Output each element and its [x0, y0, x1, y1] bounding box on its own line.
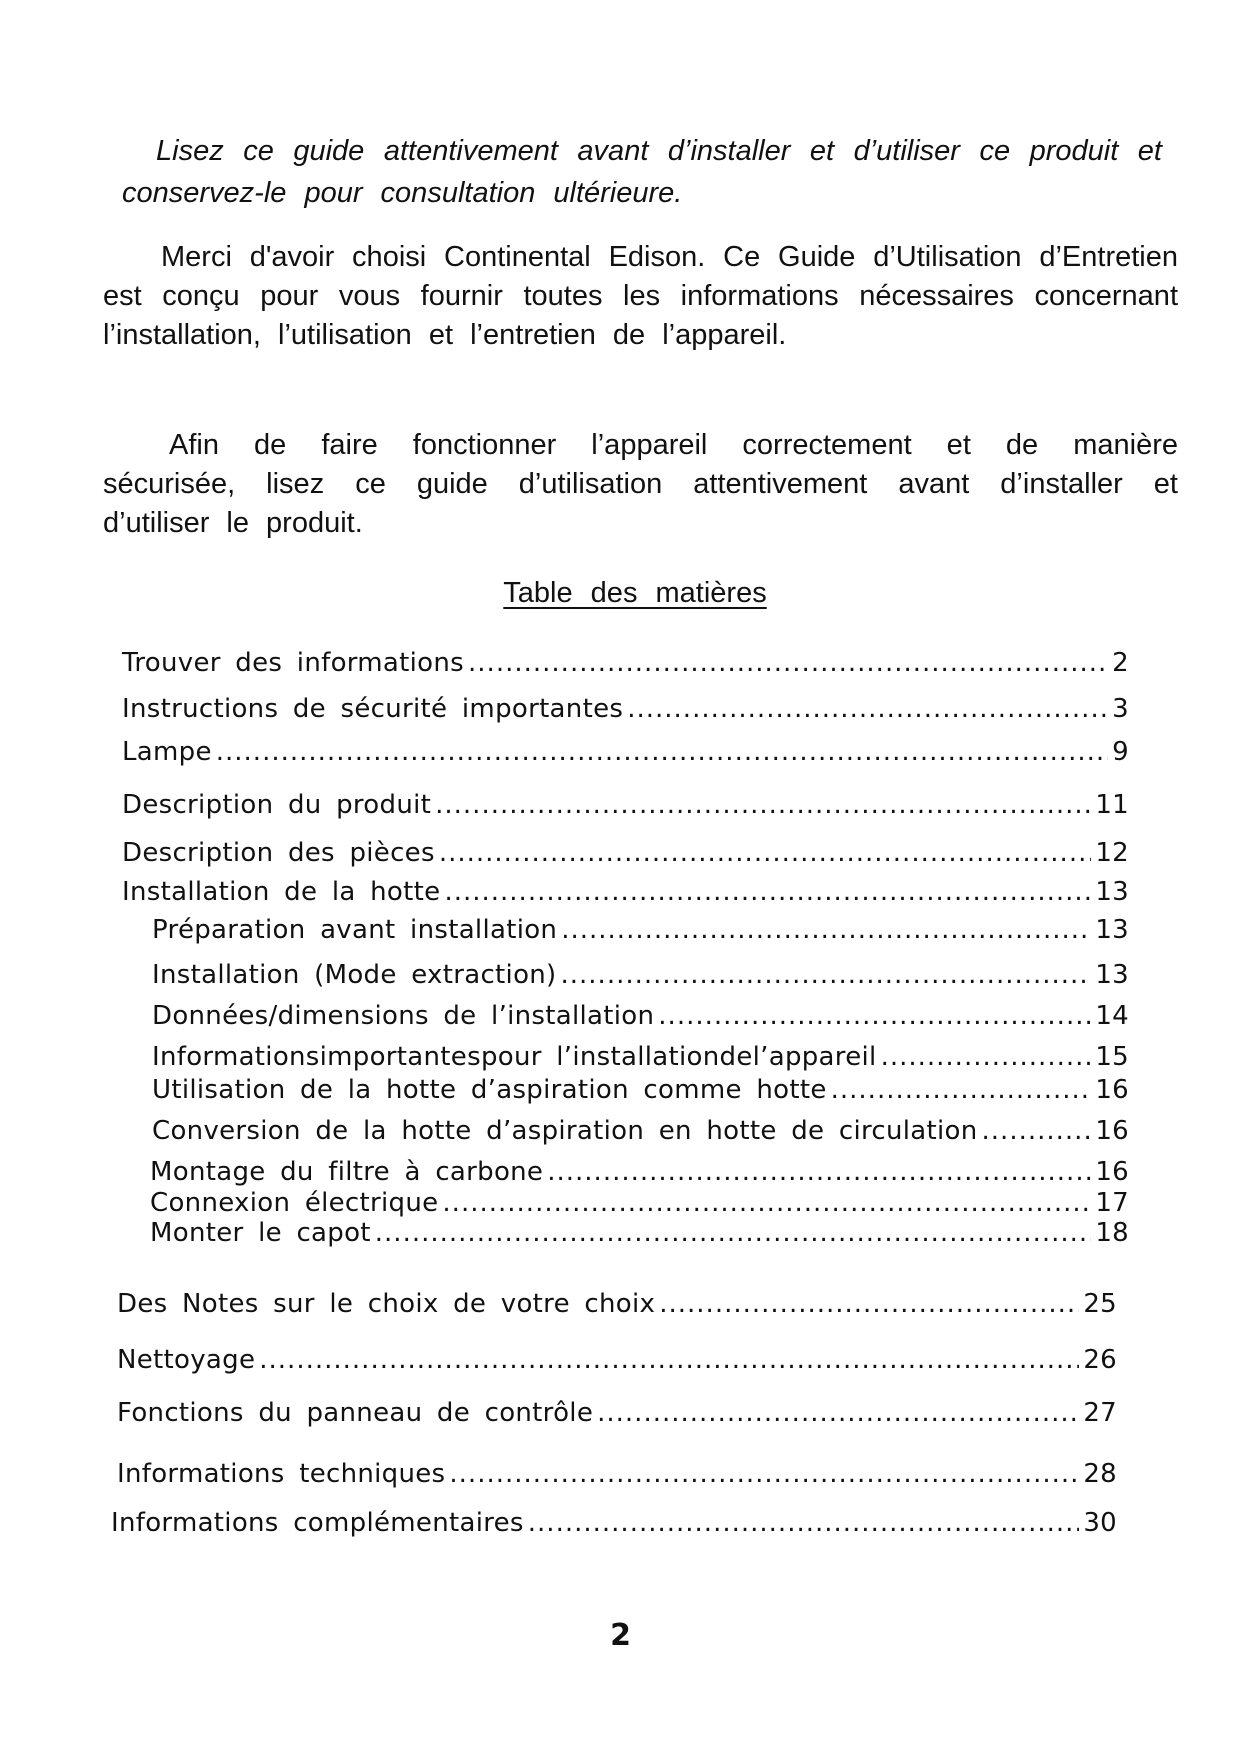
- toc-leader-dots: [439, 836, 1091, 870]
- toc-leader-dots: [216, 735, 1108, 769]
- toc-entry-page: 3: [1112, 694, 1129, 724]
- toc-entry-label: Description du produit: [122, 790, 432, 820]
- toc-entry-label: Trouver des informations: [122, 648, 465, 678]
- toc-entry-page: 27: [1083, 1398, 1117, 1428]
- toc-entry: [150, 1186, 1129, 1220]
- toc-leader-dots: [375, 1216, 1092, 1250]
- toc-leader-dots: [468, 646, 1108, 680]
- toc-entry: [122, 788, 1129, 822]
- toc-leader-dots: [435, 788, 1091, 822]
- toc-entry: [117, 1343, 1117, 1377]
- toc-entry-label: Préparation avant installation: [152, 915, 558, 945]
- toc-entry-page: 11: [1095, 790, 1129, 820]
- toc-entry-label: Instructions de sécurité importantes: [122, 694, 624, 724]
- toc-entry-label: Installation de la hotte: [122, 877, 441, 907]
- toc-entry: [117, 1396, 1117, 1430]
- toc-entry: [122, 646, 1129, 680]
- toc-entry: [111, 1506, 1117, 1540]
- toc-entry-page: 30: [1083, 1508, 1117, 1538]
- toc-entry-page: 28: [1083, 1459, 1117, 1489]
- toc-leader-dots: [881, 1040, 1092, 1074]
- reading-notice: Lisez ce guide attentivement avant d’installer et d’utiliser ce produit et conservez-le pour consultation ultérieure.: [122, 135, 1162, 209]
- toc-entry-label: Informations techniques: [117, 1459, 446, 1489]
- toc-entry: [152, 1114, 1129, 1148]
- toc-leader-dots: [659, 1287, 1079, 1321]
- toc-entry-label: Montage du filtre à carbone: [150, 1157, 544, 1187]
- toc-leader-dots: [449, 1457, 1079, 1491]
- toc-entry-label: Monter le capot: [150, 1218, 371, 1248]
- toc-leader-dots: [627, 692, 1108, 726]
- safety-paragraph: Afin de faire fonctionner l’appareil correctement et de manière sécurisée, lisez ce guide d’utilisation attentivement avant d’installer et d’utiliser le produit.: [103, 429, 1178, 539]
- toc-entry-page: 16: [1095, 1157, 1129, 1187]
- toc-entry: [152, 913, 1129, 947]
- toc-leader-dots: [658, 999, 1091, 1033]
- toc-entry-page: 17: [1095, 1188, 1129, 1218]
- toc-leader-dots: [528, 1506, 1080, 1540]
- toc-entry-label: Nettoyage: [117, 1345, 256, 1375]
- toc-entry-page: 13: [1095, 877, 1129, 907]
- toc-entry: [150, 1216, 1129, 1250]
- toc-entry-page: 13: [1095, 960, 1129, 990]
- toc-entry-label: Données/dimensions de l’installation: [152, 1001, 655, 1031]
- toc-entry: [117, 1457, 1117, 1491]
- toc-leader-dots: [444, 875, 1091, 909]
- toc-entry: [152, 958, 1129, 992]
- toc-leader-dots: [982, 1114, 1092, 1148]
- toc-entry-page: 25: [1083, 1289, 1117, 1319]
- toc-entry-page: 12: [1095, 838, 1129, 868]
- toc-entry-page: 15: [1095, 1042, 1129, 1072]
- toc-entry-page: 16: [1095, 1116, 1129, 1146]
- toc-entry: [152, 999, 1129, 1033]
- toc-entry-page: 9: [1112, 737, 1129, 767]
- toc-entry-label: Des Notes sur le choix de votre choix: [117, 1289, 656, 1319]
- toc-entry: [150, 1155, 1129, 1189]
- toc-entry: [122, 692, 1129, 726]
- toc-entry-label: Utilisation de la hotte d’aspiration comme hotte: [152, 1075, 827, 1105]
- toc-leader-dots: [561, 958, 1092, 992]
- toc-entry-page: 16: [1095, 1075, 1129, 1105]
- toc-entry: [122, 735, 1129, 769]
- toc-leader-dots: [561, 913, 1091, 947]
- toc-entry-page: 14: [1095, 1001, 1129, 1031]
- toc-entry-page: 2: [1112, 648, 1129, 678]
- toc-entry: [122, 836, 1129, 870]
- toc-leader-dots: [547, 1155, 1091, 1189]
- toc-leader-dots: [831, 1073, 1092, 1107]
- welcome-paragraph: Merci d'avoir choisi Continental Edison. Ce Guide d’Utilisation d’Entretien est conçu pour vous fournir toutes les informations nécessaires concernant l’installation, l’utilisation et l’entretien de l’appareil.: [103, 241, 1178, 351]
- page-number: 2: [610, 1618, 631, 1653]
- toc-entry-label: Installation (Mode extraction): [152, 960, 557, 990]
- toc-entry-label: Informationsimportantespour l’installationdel’appareil: [152, 1042, 877, 1072]
- toc-entry: [117, 1287, 1117, 1321]
- toc-leader-dots: [442, 1186, 1091, 1220]
- toc-entry-label: Lampe: [122, 737, 212, 767]
- toc-entry-page: 13: [1095, 915, 1129, 945]
- toc-entry: [152, 1073, 1129, 1107]
- toc-heading: Table des matières: [503, 577, 767, 609]
- toc-entry-page: 18: [1095, 1218, 1129, 1248]
- toc-entry-label: Fonctions du panneau de contrôle: [117, 1398, 594, 1428]
- toc-entry-label: Description des pièces: [122, 838, 435, 868]
- toc-entry-label: Conversion de la hotte d’aspiration en hotte de circulation: [152, 1116, 978, 1146]
- toc-entry-page: 26: [1083, 1345, 1117, 1375]
- toc-leader-dots: [259, 1343, 1079, 1377]
- toc-entry-label: Connexion électrique: [150, 1188, 439, 1218]
- toc-entry: [152, 1040, 1129, 1074]
- toc-entry: [122, 875, 1129, 909]
- toc-leader-dots: [597, 1396, 1079, 1430]
- toc-entry-label: Informations complémentaires: [111, 1508, 524, 1538]
